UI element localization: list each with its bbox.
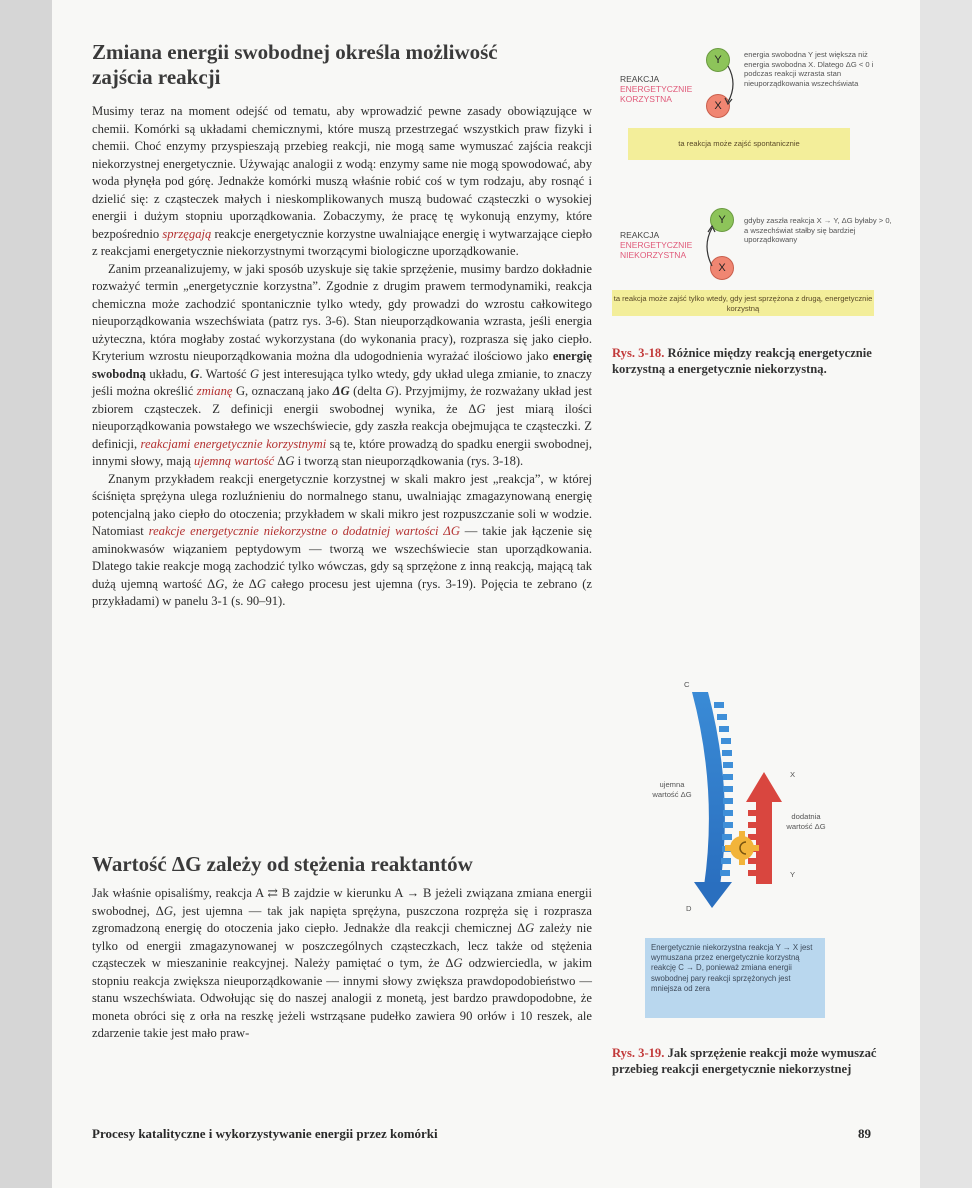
paragraph xyxy=(92,103,592,261)
text-run: Znanym przykładem reakcji energetycznie korzystnej w skali makro jest „reakcja”, w której ściśnięta sprężyna ulega rozluźnieniu do normalnego stanu, uwalniając zmagazynowaną energię potencjalną jako ciepło do otoczenia; przykładem w skali mikro jest rozpuszczanie soli w wodzie. Natomiast xyxy=(92,471,592,538)
footer-chapter-title: Procesy katalityczne i wykorzystywanie energii przez komórki xyxy=(92,1126,438,1141)
text-run: ). Przyjmijmy, że rozważany układ jest zbiorem cząsteczek. Z definicji energii swobodnej wynika, że Δ xyxy=(92,384,592,416)
label-x: X xyxy=(790,770,796,779)
panel2-description: gdyby zaszła reakcja X → Y, ΔG byłaby > 0, a wszechświat stałby się bardziej uporządkowany xyxy=(744,216,892,244)
panel2-reaction-label: REAKCJA ENERGETYCZNIE NIEKORZYSTNA xyxy=(620,230,693,260)
text-run: G xyxy=(256,576,266,591)
text-run: G xyxy=(385,384,395,398)
label-y: Y xyxy=(790,870,796,879)
text-run: układu, xyxy=(145,366,191,381)
text-run: jest miarą ilości nieuporządkowania powstałego we wszechświecie, gdy zaszła reakcja obejmująca te cząsteczki. Z definicji, xyxy=(92,401,592,451)
text-run: całego procesu jest ujemna (rys. 3-19). Pojęcia te zebrano (z przykładami) w panelu 3-1 (s. 90–91). xyxy=(92,576,592,608)
text-run: reakcjami energetycznie korzystnymi xyxy=(140,436,327,451)
figure-3-18-caption: Rys. 3-18. Różnice między reakcją energetycznie korzystną a energetycznie niekorzystną. xyxy=(612,346,872,376)
text-run: G xyxy=(163,903,173,918)
text-run: i tworzą stan nieuporządkowania (rys. 3-18). xyxy=(294,454,524,468)
text-run: Δ xyxy=(274,454,286,468)
text-run: , że Δ xyxy=(224,576,257,591)
panel2-arrow xyxy=(700,224,716,270)
scan-left-margin xyxy=(0,0,52,1188)
section-heading-free-energy: Zmiana energii swobodnej określa możliwość zajścia reakcji xyxy=(92,40,498,89)
text-run: zmianę xyxy=(196,384,233,398)
text-run: (delta xyxy=(349,384,386,398)
text-run: ujemną wartość xyxy=(194,454,275,468)
blue-arrow-shaft xyxy=(692,692,725,886)
panel1-reaction-label: REAKCJA ENERGETYCZNIE KORZYSTNA xyxy=(620,74,693,104)
text-run: Jak właśnie opisaliśmy, reakcja A ⇄ B zajdzie w kierunku A → B jeżeli związana zmiana energii swobodnej, Δ xyxy=(92,886,592,918)
text-run: odzwierciedla, w jakim stopniu reakcja zwiększa nieuporządkowanie — innymi słowy zwiększa prawdopodobieństwo — stanu wszechświata. Odwołując się do naszej analogii z monetą, jest bardzo prawdopodobne, że moneta obróci się z orła na reszkę jeżeli wstrząsane pudełko zawiera 90 orłów i 10 reszek, ale zdarzenie takie jest mało praw- xyxy=(92,956,593,1040)
page-number: 89 xyxy=(858,1126,871,1141)
panel2-x-circle: X xyxy=(710,256,734,280)
text-run: G, oznaczaną jako xyxy=(232,384,333,398)
text-run: G xyxy=(453,956,463,970)
text-run: ΔG xyxy=(332,384,350,398)
paragraph xyxy=(92,261,592,471)
negative-delta-g-label: ujemna wartość ΔG xyxy=(652,780,692,799)
text-run: G xyxy=(525,921,535,935)
text-run: zależy nie tylko od energii zmagazynowanej w poszczególnych cząsteczkach, lecz także od stężenia cząsteczek w mieszaninie reakcyjnej. Należy pamiętać o tym, że Δ xyxy=(92,921,592,970)
text-run: , jest ujemna — tak jak napięta sprężyna, puszczona rozpręża się i rozprasza zgromadzoną energię do otoczenia jako ciepło. Jednakże dla reakcji chemicznej Δ xyxy=(92,903,592,935)
paragraph xyxy=(92,885,592,1043)
text-run: Zanim przeanalizujemy, w jaki sposób uzyskuje się takie sprzężenie, musimy bardzo dokładnie rozważyć termin „energetycznie korzystna”. Zgodnie z drugim prawem termodynamiki, reakcja chemiczna może zachodzić spontanicznie tylko wtedy, gdy prowadzi do wzrostu całkowitego nieuporządkowania wszechświata (patrz rys. 3-6). Stan nieuporządkowania wzrasta, jeśli energia użyteczna, która mogłaby zostać wykorzystana (do wykonania pracy), rozprasza się jako ciepło. Kryterium wzrostu nieuporządkowania można dla udogodnienia wyrażać ilościowo jako xyxy=(92,261,592,363)
panel1-x-circle: X xyxy=(706,94,730,118)
text-run: reakcje energetycznie korzystne uwalniające energię i wytwarzające ciepło z reakcjami energetycznie niekorzystnymi tworzącymi biologiczne uporządkowanie. xyxy=(92,226,593,258)
label-d: D xyxy=(686,904,692,913)
panel1-y-circle: Y xyxy=(706,48,730,72)
panel2-note: ta reakcja może zajść tylko wtedy, gdy jest sprzężona z drugą, energetycznie korzystną xyxy=(612,290,874,316)
text-run: sprzęgają xyxy=(162,226,212,241)
blue-arrow-head xyxy=(694,882,732,908)
coupling-diagram xyxy=(660,680,820,920)
panel1-arrow xyxy=(724,62,744,110)
text-run: Musimy teraz na moment odejść od tematu, aby wprowadzić pewne zasady obowiązujące w chemii. Komórki są układami chemicznymi, które muszą przestrzegać wszystkich praw fizyki i chemii. Choć enzymy przyspieszają przebieg reakcji, nie mogą same wymuszać zajścia reakcji niekorzystnej energetycznie. Używając analogii z wodą: enzymy same nie mogą spowodować, aby woda płynęła pod górę. Jednakże komórki muszą właśnie robić coś w tym rodzaju, aby rosnąć i dzielić się: z cząsteczek małych i nieskomplikowanych muszą budować cząsteczki o wysokiej energii i dużym stopniu uporządkowania. Zobaczymy, że pracę tę wykonują enzymy, które bezpośrednio xyxy=(92,104,592,241)
text-run: — takie jak łączenie się aminokwasów wiązaniem peptydowym — tworzą we wszechświecie stan uporządkowania. Dlatego takie reakcje mogą zachodzić tylko wówczas, gdy są sprzężone z inną reakcją, mającą tak dużą ujemną wartość Δ xyxy=(92,524,592,591)
text-run: G xyxy=(476,401,486,416)
gear xyxy=(730,836,754,860)
label-c: C xyxy=(684,680,690,689)
text-run: są te, które prowadzą do spadku energii swobodnej, innymi słowy, mają xyxy=(92,436,592,468)
positive-delta-g-label: dodatnia wartość ΔG xyxy=(786,812,826,831)
figure-3-19-explanation: Energetycznie niekorzystna reakcja Y → X jest wymuszana przez energetycznie korzystną reakcję C → D, ponieważ zmiana energii swobodnej pary reakcji sprzężonych jest mniejsza od zera xyxy=(645,938,825,1018)
text-run: reakcje energetycznie niekorzystne o dodatniej wartości ΔG xyxy=(148,524,460,538)
section2-body xyxy=(92,885,592,1043)
panel2-y-circle: Y xyxy=(710,208,734,232)
panel1-note: ta reakcja może zajść spontanicznie xyxy=(628,128,850,160)
text-run: G xyxy=(285,454,295,468)
text-run: . Wartość xyxy=(199,366,251,381)
text-run: energię swobodną xyxy=(92,349,592,381)
section1-body xyxy=(92,103,592,611)
red-arrow-shaft xyxy=(756,800,772,884)
text-run: G xyxy=(215,576,225,591)
red-arrow-head xyxy=(746,772,782,802)
paragraph xyxy=(92,471,592,611)
text-run: G xyxy=(190,366,200,381)
section-heading-concentration: Wartość ΔG zależy od stężenia reaktantów xyxy=(92,852,473,876)
text-run: jest interesująca tylko wtedy, gdy układ ulega zmianie, to znaczy jeśli można określić xyxy=(92,366,592,398)
scan-right-margin xyxy=(920,0,972,1188)
text-run: G xyxy=(250,366,260,381)
figure-3-19-caption: Rys. 3-19. Jak sprzężenie reakcji może wymuszać przebieg reakcji energetycznie niekorzystnej xyxy=(612,1046,877,1076)
panel1-description: energia swobodna Y jest większa niż energia swobodna X. Dlatego ΔG < 0 i podczas reakcji wzrasta stan nieuporządkowania wszechświata xyxy=(744,50,874,88)
